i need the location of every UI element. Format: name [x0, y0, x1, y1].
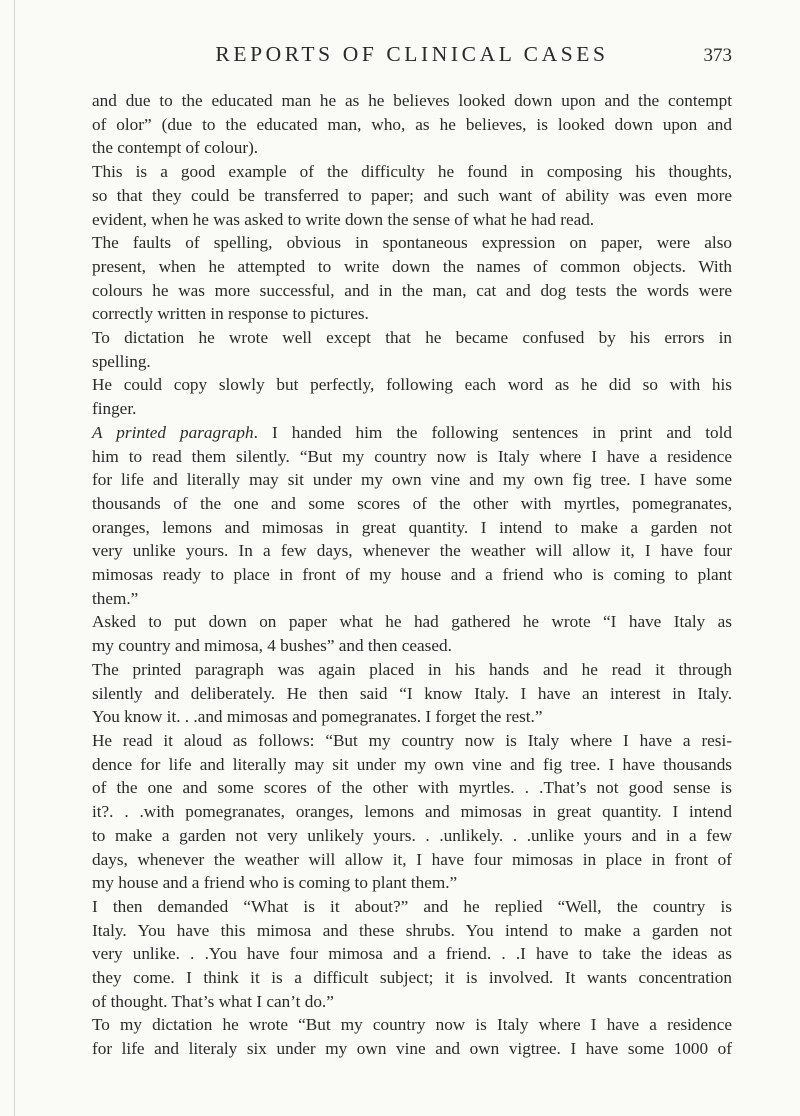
text-line: The faults of spelling, obvious in spontaneous expression on paper, were also: [92, 233, 732, 253]
text-line: mimosas ready to place in front of my house and a friend who is coming to plant: [92, 565, 732, 585]
text-line: of olor” (due to the educated man, who, as he believes, is looked down upon and: [92, 114, 732, 134]
text-line: and due to the educated man he as he believes looked down upon and the contempt: [92, 91, 732, 110]
text-line: they come. I think it is a difficult subject; it is involved. It wants concentration: [92, 968, 732, 988]
text-line: dence for life and literally may sit under my own vine and fig tree. I have thousands: [92, 754, 732, 774]
text-line: of thought. That’s what I can’t do.”: [92, 991, 334, 1011]
text-line: so that they could be transferred to paper; and such want of ability was even more: [92, 185, 732, 205]
section-lead-phrase: A printed paragraph: [92, 422, 254, 442]
text-line: To my dictation he wrote “But my country now is Italy where I have a residence: [92, 1015, 732, 1035]
text-line: for life and literaly six under my own vine and own vigtree. I have some 1000 of: [92, 1039, 732, 1059]
text-line: The printed paragraph was again placed in his hands and he read it through: [92, 659, 732, 679]
text-line: my house and a friend who is coming to plant them.”: [92, 873, 458, 893]
text-line: correctly written in response to pictures.: [92, 304, 369, 324]
text-line: present, when he attempted to write down the names of common objects. With: [92, 256, 732, 276]
text-line: him to read them silently. “But my country now is Italy where I have a residence: [92, 446, 732, 466]
text-line: spelling.: [92, 351, 151, 371]
text-line: He could copy slowly but perfectly, following each word as he did so with his: [92, 375, 732, 395]
text-line: I then demanded “What is it about?” and he replied “Well, the country is: [92, 896, 732, 916]
text-line: silently and deliberately. He then said “I know Italy. I have an interest in Italy.: [92, 683, 732, 703]
text-line: very unlike yours. In a few days, whenever the weather will allow it, I have four: [92, 541, 732, 561]
text-line: He read it aloud as follows: “But my country now is Italy where I have a resi-: [92, 730, 732, 750]
text-line: finger.: [92, 399, 137, 419]
page-edge-line: [14, 0, 15, 1116]
running-head: REPORTS OF CLINICAL CASES: [215, 42, 609, 66]
text-line: evident, when he was asked to write down the sense of what he had read.: [92, 209, 595, 229]
text-line: days, whenever the weather will allow it, I have four mimosas in place in front of: [92, 849, 732, 869]
text-line: it?. . .with pomegranates, oranges, lemons and mimosas in great quantity. I intend: [92, 802, 732, 822]
text-line: my country and mimosa, 4 bushes” and then ceased.: [92, 636, 452, 656]
text-line: thousands of the one and some scores of the other with myrtles, pomegranates,: [92, 493, 732, 513]
text-line: of the one and some scores of the other with myrtles. . .That’s not good sense is: [92, 778, 732, 798]
text-line: to make a garden not very unlikely yours. . .unlikely. . .unlike yours and in a few: [92, 825, 732, 845]
text-line-printed-paragraph: A printed paragraph. I handed him the following sentences in print and told: [92, 422, 733, 442]
text-line: To dictation he wrote well except that he became confused by his errors in: [92, 328, 732, 348]
text-line: This is a good example of the difficulty he found in composing his thoughts,: [92, 162, 732, 182]
text-line: You know it. . .and mimosas and pomegranates. I forget the rest.”: [92, 707, 543, 727]
body-text: [92, 89, 732, 1061]
text-line: very unlike. . .You have four mimosa and a friend. . .I have to take the ideas as: [92, 944, 732, 964]
page-number: 373: [703, 45, 732, 66]
text-line: for life and literally may sit under my own vine and my own fig tree. I have some: [92, 470, 732, 490]
text-line: Asked to put down on paper what he had gathered he wrote “I have Italy as: [92, 612, 732, 632]
page-header: [92, 42, 732, 72]
text-line: them.”: [92, 588, 139, 608]
text-line: colours he was more successful, and in the man, cat and dog tests the words were: [92, 280, 732, 300]
text-line: oranges, lemons and mimosas in great quantity. I intend to make a garden not: [92, 517, 732, 537]
text-line: the contempt of colour).: [92, 138, 259, 158]
text-line: Italy. You have this mimosa and these shrubs. You intend to make a garden not: [92, 920, 732, 940]
